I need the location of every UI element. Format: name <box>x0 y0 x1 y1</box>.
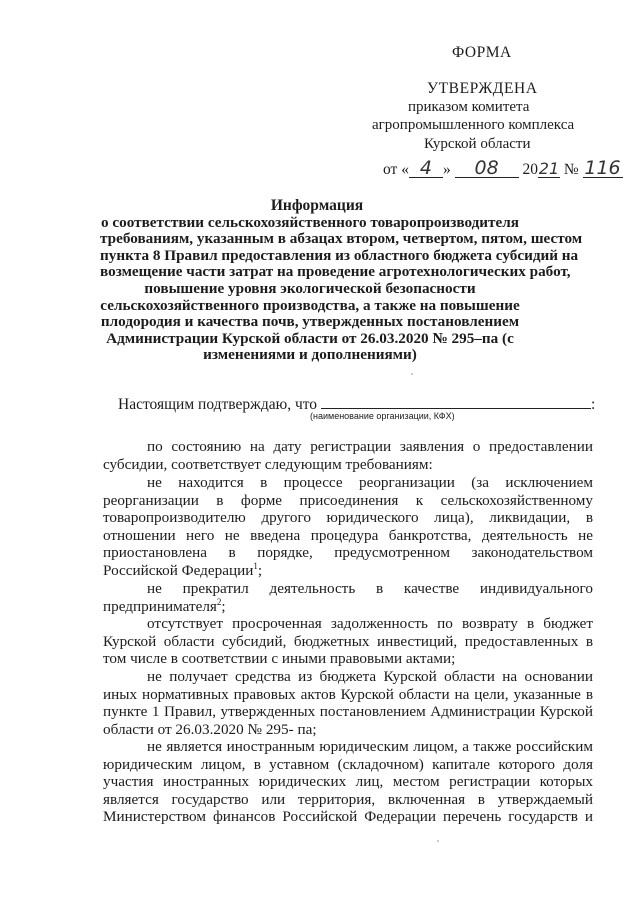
text-line: пункте 1 Правил, утвержденных постановлением Администрации Курской <box>103 703 593 721</box>
text-line: юридическим лицом, в уставном (складочном) капитале которого доля <box>103 755 593 773</box>
order-number-label: № <box>563 161 579 178</box>
title-line: сельскохозяйственного производства, а также на повышение <box>100 296 520 314</box>
text-line: не прекратил деятельность в качестве индивидуального <box>147 580 593 597</box>
text-fragment: Российской Федерации <box>103 561 254 579</box>
text-line: области от 26.03.2020 № 295- па; <box>103 720 317 738</box>
order-number: 116 <box>584 157 621 179</box>
text-line: отсутствует просроченная задолженность по возврату в бюджет <box>147 615 593 632</box>
date-month: 08 <box>455 160 519 178</box>
title-line: возмещение части затрат на проведение агротехнологических работ, <box>100 263 571 281</box>
footnote-mark: 2 <box>216 597 222 607</box>
text-fragment: ; <box>257 561 263 579</box>
text-line <box>103 598 593 616</box>
title-main: Информация <box>270 197 364 214</box>
confirmation-colon: : <box>590 396 596 413</box>
scan-speck <box>437 840 439 842</box>
text-line: субсидии, соответствует следующим требованиям: <box>103 455 433 473</box>
text-line: приостановлена в порядке, предусмотренном законодательством <box>103 544 593 562</box>
text-fragment: предпринимателя <box>103 597 217 615</box>
text-line <box>103 562 593 580</box>
text-line: Министерством финансов Российской Федерации перечень государств и <box>103 808 593 826</box>
text-line: том числе в соответствии с иными правовыми актами; <box>103 650 456 668</box>
text-line: является государство или территория, включенная в утверждаемый <box>103 790 593 808</box>
organization-name-field[interactable] <box>321 395 591 409</box>
text-line: иных нормативных правовых актов Курской области на цели, указанные в <box>103 685 593 703</box>
title-line: пункта 8 Правил предоставления из областного бюджета субсидий на <box>100 246 579 264</box>
paragraph-1 <box>103 438 593 473</box>
approved-label: УТВЕРЖДЕНА <box>427 80 538 97</box>
document-title <box>100 197 583 364</box>
paragraph-2 <box>103 474 593 580</box>
date-year-prefix: 20 <box>522 161 538 178</box>
text-line: отношении него не введена процедура банкротства, деятельность не <box>103 526 593 544</box>
order-line-3: Курской области <box>424 136 531 152</box>
title-line: плодородия и качества почв, утвержденных постановлением <box>100 313 520 331</box>
paragraph-5 <box>103 668 593 738</box>
paragraph-4 <box>103 615 593 668</box>
form-label: ФОРМА <box>452 44 512 61</box>
footnote-mark: 1 <box>253 561 258 571</box>
text-line: по состоянию на дату регистрации заявления о предоставлении <box>147 438 593 455</box>
title-line: повышение уровня экологической безопасности <box>144 279 476 297</box>
text-line: не является иностранным юридическим лицом, а также российским <box>147 738 593 755</box>
scan-speck <box>411 373 413 375</box>
paragraph-3 <box>103 580 593 615</box>
order-line-2: агропромышленного комплекса <box>372 117 575 133</box>
text-line: не получает средства из бюджета Курской области на основании <box>147 668 593 685</box>
text-line: реорганизации в форме присоединения к сельскохозяйственному <box>103 491 593 509</box>
paragraph-6 <box>103 738 593 826</box>
approval-date-row <box>383 157 623 179</box>
title-line: Администрации Курской области от 26.03.2020 № 295–па (с <box>106 329 514 347</box>
text-line: участия иностранных юридических лиц, местом регистрации которых <box>103 773 593 791</box>
text-line: Курской области субсидий, бюджетных инвестиций, предоставленных в <box>103 632 593 650</box>
text-line: товаропроизводителю другого юридического лица), ликвидации, в <box>103 509 593 527</box>
text-fragment: ; <box>221 597 226 615</box>
title-line: требованиям, указанным в абзацах втором, четвертом, пятом, шестом <box>100 230 583 248</box>
order-line-1: приказом комитета <box>408 99 530 115</box>
organization-name-caption: (наименование организации, КФХ) <box>310 411 455 421</box>
text-line: не находится в процессе реорганизации (за исключением <box>147 474 593 491</box>
confirmation-text: Настоящим подтверждаю, что <box>118 396 318 413</box>
title-line: о соответствии сельскохозяйственного товаропроизводителя <box>100 213 519 231</box>
date-mid: » <box>442 161 451 178</box>
date-prefix: от « <box>383 161 409 178</box>
title-line: изменениями и дополнениями) <box>203 346 417 364</box>
date-year: 21 <box>538 159 560 178</box>
date-day: 4 <box>409 160 443 178</box>
